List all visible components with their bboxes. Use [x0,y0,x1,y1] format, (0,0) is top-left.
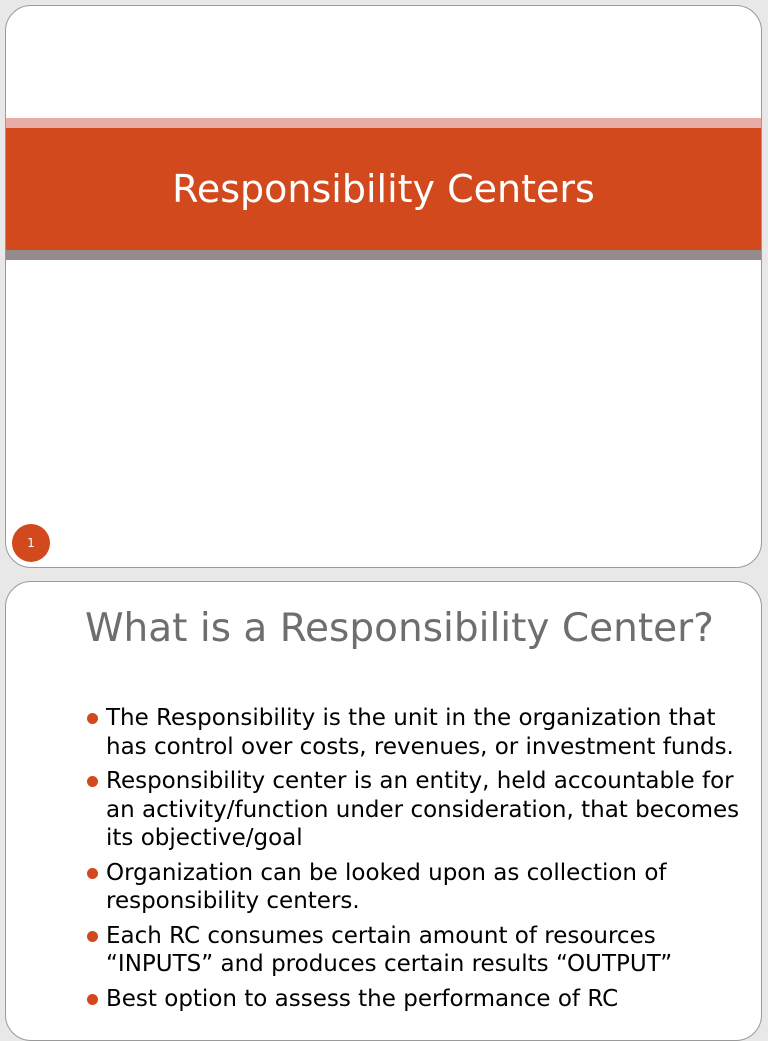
slide-1 [5,5,762,568]
bullet-item [85,985,757,1014]
bullet-text: The Responsibility is the unit in the organization that has control over costs, revenues, or investment funds. [106,705,734,760]
bullet-text: Best option to assess the performance of RC [106,985,619,1012]
bullet-dot-icon [87,868,98,879]
bullet-dot-icon [87,713,98,724]
title-band-top-stripe [6,118,761,128]
bullet-item [85,859,757,916]
bullet-item [85,767,757,853]
bullet-list [85,704,757,1019]
bullet-text: Organization can be looked upon as collection of responsibility centers. [106,859,667,914]
bullet-dot-icon [87,776,98,787]
bullet-item [85,922,757,979]
slide-1-title: Responsibility Centers [172,167,595,211]
slide-number-badge: 1 [12,524,50,562]
slide-2-title: What is a Responsibility Center? [85,606,714,651]
slide-2 [5,581,762,1041]
bullet-dot-icon [87,994,98,1005]
bullet-dot-icon [87,931,98,942]
bullet-text: Each RC consumes certain amount of resources “INPUTS” and produces certain results “OUTPUT” [106,922,673,977]
title-band-bottom-stripe [6,250,761,260]
bullet-text: Responsibility center is an entity, held accountable for an activity/function under consideration, that becomes its objective/goal [106,768,740,851]
bullet-item [85,704,757,761]
